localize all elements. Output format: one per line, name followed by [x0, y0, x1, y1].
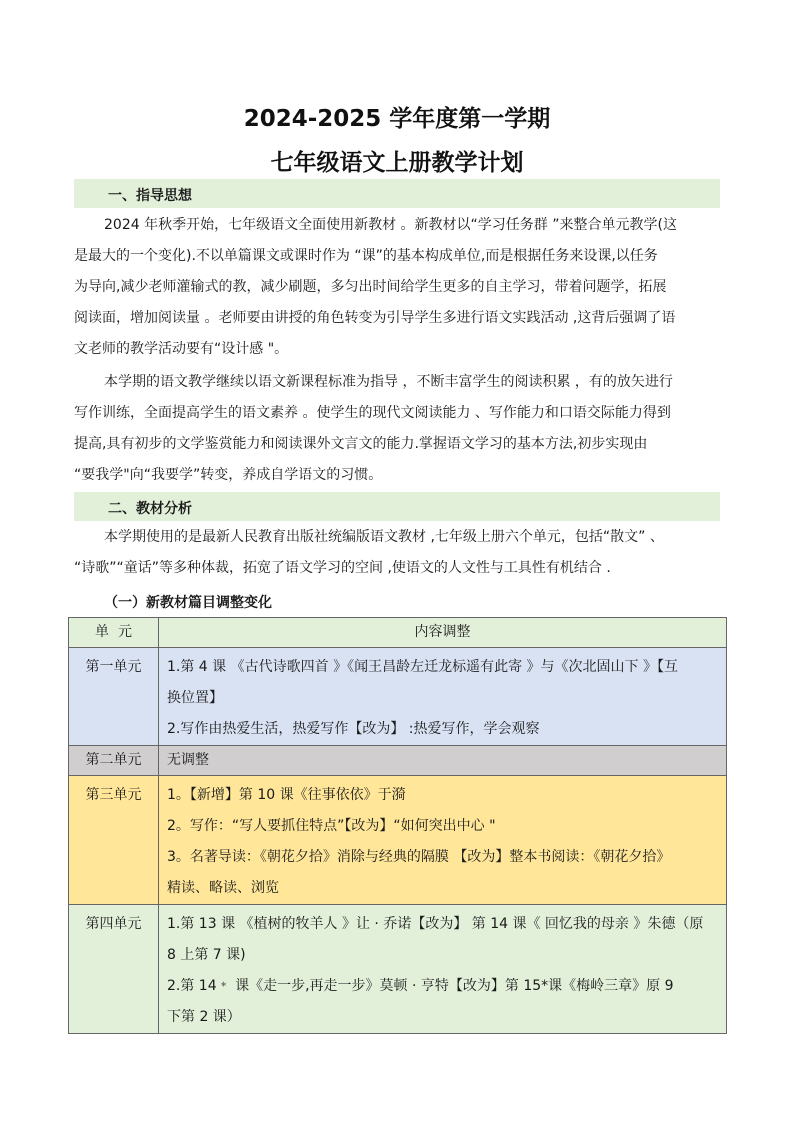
paragraph-line: 2024 年秋季开始，七年级语文全面使用新教材 。新教材以“学习任务群 ”来整合单元教学(这 [104, 217, 677, 233]
content-line: 1。【新增】第 10 课《往事依依》于漪 [167, 787, 406, 803]
unit-cell: 第二单元 [85, 752, 142, 768]
paragraph [74, 210, 720, 365]
paragraph-line: 提高,具有初步的文学鉴赏能力和阅读课外文言文的能力.掌握语文学习的基本方法,初步实现由 [74, 436, 648, 452]
content-line: 2。写作：“写人要抓住特点”【改为】“如何突出中心 " [167, 818, 496, 834]
paragraph-line: 为导向,减少老师灌输式的教，减少刷题，多匀出时间给学生更多的自主学习，带着问题学，拓展 [74, 279, 667, 295]
content-line: 8 上第 7 课) [167, 947, 246, 963]
content-line: 无调整 [167, 752, 209, 768]
table-row [69, 746, 727, 776]
section-heading: 一、指导思想 [108, 188, 192, 204]
section-heading-bar [74, 492, 720, 521]
table-header-unit: 单 元 [69, 618, 159, 648]
paragraph-line: “要我学"向“我要学”转变，养成自学语文的习惯。 [74, 467, 383, 483]
paragraph-line: “诗歌”“童话”等多种体裁，拓宽了语文学习的空间 ,使语文的人文性与工具性有机结合 . [74, 560, 611, 576]
paragraph-line: 阅读面，增加阅读量 。老师要由讲授的角色转变为引导学生多进行语文实践活动 ,这背后强调了语 [74, 310, 676, 326]
paragraph [74, 367, 720, 491]
content-line: 1.第 13 课 《植树的牧羊人 》让 · 乔诺【改为】 第 14 课《 回忆我的母亲 》朱德（原 [167, 916, 704, 932]
adjustment-table [68, 617, 727, 1034]
content-line: 精读、略读、浏览 [167, 880, 279, 896]
content-line: 换位置】 [167, 690, 223, 706]
table-row [69, 648, 727, 746]
unit-cell: 第一单元 [85, 659, 142, 675]
paragraph-line: 文老师的教学活动要有“设计感 "。 [74, 341, 289, 357]
paragraph-line: 是最大的一个变化).不以单篇课文或课时作为 “课”的基本构成单位,而是根据任务来设课,以任务 [74, 248, 658, 264]
table-header-row [69, 618, 727, 648]
table-row [69, 776, 727, 905]
content-line: 1.第 4 课 《古代诗歌四首 》《闻王昌龄左迁龙标遥有此寄 》与《次北固山下 》【互 [167, 659, 678, 675]
section-heading-bar [74, 179, 720, 208]
subsection-heading: （一）新教材篇目调整变化 [104, 595, 272, 611]
unit-cell: 第四单元 [85, 916, 142, 932]
document-title-line1: 2024-2025 学年度第一学期 [243, 106, 551, 132]
document-title-line2: 七年级语文上册教学计划 [270, 150, 524, 176]
table-row [69, 905, 727, 1034]
unit-cell: 第三单元 [85, 787, 142, 803]
content-line: 2.写作由热爱生活，热爱写作【改为】 :热爱写作，学会观察 [167, 721, 540, 737]
content-line: 2.第 14﹡ 课《走一步,再走一步》莫顿 · 亨特【改为】第 15*课《梅岭三章》原 9 [167, 978, 674, 994]
paragraph-line: 本学期使用的是最新人民教育出版社统编版语文教材 ,七年级上册六个单元，包括“散文” 、 [104, 529, 664, 545]
paragraph [74, 522, 720, 584]
table-header-content: 内容调整 [159, 618, 727, 648]
section-heading: 二、教材分析 [108, 501, 192, 517]
paragraph-line: 本学期的语文教学继续以语文新课程标准为指导 ，不断丰富学生的阅读积累 ，有的放矢进行 [104, 374, 673, 390]
paragraph-line: 写作训练，全面提高学生的语文素养 。使学生的现代文阅读能力 、写作能力和口语交际能力得到 [74, 405, 671, 421]
content-line: 下第 2 课） [167, 1009, 241, 1025]
content-line: 3。名著导读：《朝花夕拾》消除与经典的隔膜 【改为】整本书阅读：《朝花夕拾》 [167, 849, 671, 865]
